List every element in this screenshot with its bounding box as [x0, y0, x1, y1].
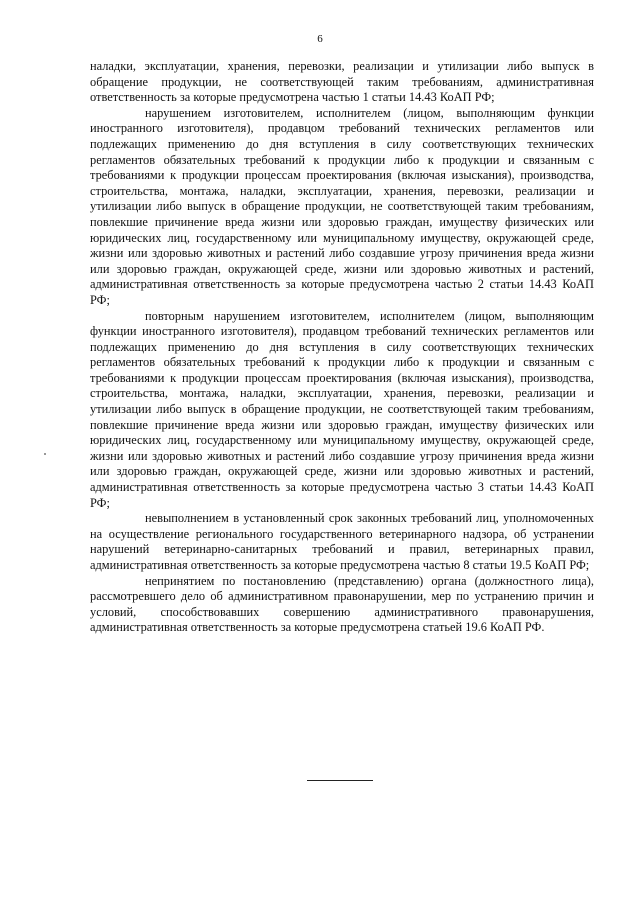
paragraph-article-19-5-part-8: невыполнением в установленный срок законных требований лиц, уполномоченных на осуществление регионального государственного ветеринарного надзора, об устранении нарушений ветеринарно-санитарных требований и правил, ветеринарных правил, административная ответственность за которые предусмотрена частью 8 статьи 19.5 КоАП РФ; [90, 511, 594, 572]
page-number: 6 [317, 33, 323, 45]
paragraph-article-14-43-part-3: повторным нарушением изготовителем, исполнителем (лицом, выполняющим функции иностранного изготовителя), продавцом требований технических регламентов или подлежащих применению до дня вступления в силу соответствующих технических регламентов обязательных требований к продукции либо к продукции и связанным с требованиями к продукции процессам проектирования (включая изыскания), производства, строительства, монтажа, наладки, эксплуатации, хранения, перевозки, реализации и утилизации либо выпуск в обращение продукции, не соответствующей таким требованиям, повлекшие причинение вреда жизни или здоровью граждан, имуществу физических или юридических лиц, государственному или муниципальному имуществу, окружающей среде, жизни или здоровью животных и растений либо создавшие угрозу причинения вреда жизни или здоровью граждан, окружающей среде, жизни или здоровью животных и растений, административная ответственность за которые предусмотрена частью 3 статьи 14.43 КоАП РФ; [90, 308, 594, 510]
paragraph-article-14-43-part-2: нарушением изготовителем, исполнителем (лицом, выполняющим функции иностранного изготовителя), продавцом требований технических регламентов или подлежащих применению до дня вступления в силу соответствующих технических регламентов обязательных требований к продукции либо к продукции и связанным с требованиями к продукции процессам проектирования (включая изыскания), производства, строительства, монтажа, наладки, эксплуатации, хранения, перевозки, реализации и утилизации либо выпуск в обращение продукции, не соответствующей таким требованиям, повлекшие причинение вреда жизни или здоровью граждан, имуществу физических или юридических лиц, государственному или муниципальному имуществу, окружающей среде, жизни или здоровью животных и растений либо создавшие угрозу причинения вреда жизни или здоровью граждан, окружающей среде, жизни или здоровью животных и растений, административная ответственность за которые предусмотрена частью 2 статьи 14.43 КоАП РФ; [90, 105, 594, 307]
footer-separator-line [307, 780, 373, 781]
scan-speck [44, 453, 46, 455]
paragraph-article-19-6: непринятием по постановлению (представлению) органа (должностного лица), рассмотревшего дело об административном правонарушении, мер по устранению причин и условий, способствовавших совершению административного правонарушения, административная ответственность за которые предусмотрена статьей 19.6 КоАП РФ. [90, 573, 594, 635]
paragraph-continuation: наладки, эксплуатации, хранения, перевозки, реализации и утилизации либо выпуск в обращение продукции, не соответствующей таким требованиям, административная ответственность за которые предусмотрена частью 1 статьи 14.43 КоАП РФ; [90, 59, 594, 105]
document-body [90, 59, 594, 636]
